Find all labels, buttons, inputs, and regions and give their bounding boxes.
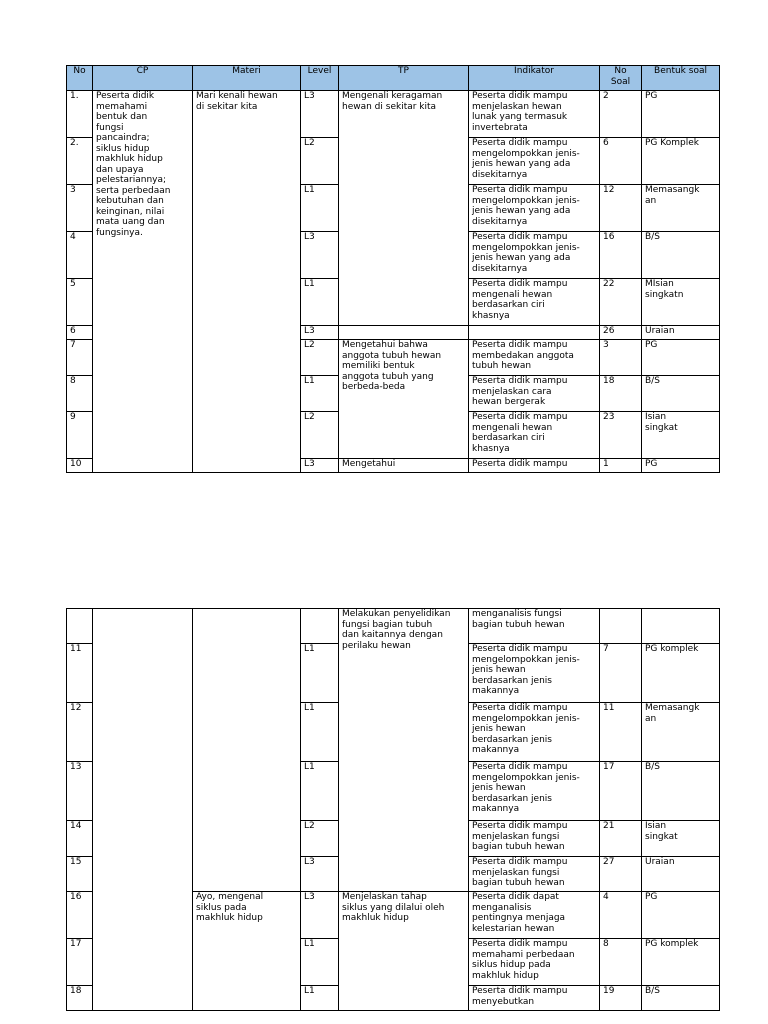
cell-level: L3: [301, 857, 339, 892]
header-tp: TP: [339, 66, 469, 91]
question-grid-table-1: [66, 65, 720, 473]
cell-no: 5: [67, 279, 93, 326]
cell-level: L3: [301, 459, 339, 473]
cell-level: L1: [301, 376, 339, 412]
cell-bentuk-soal: Uraian: [642, 857, 720, 892]
cell-no: 6: [67, 326, 93, 340]
cell-indikator: Peserta didik mampu mengelompokkan jenis- jenis hewan berdasarkan jenis makannya: [469, 703, 600, 762]
cell-tp: Menjelaskan tahap siklus yang dilalui oleh makhluk hidup: [339, 892, 469, 1011]
cell-no: 16: [67, 892, 93, 939]
cell-indikator: Peserta didik mampu menjelaskan fungsi bagian tubuh hewan: [469, 857, 600, 892]
cell-no-soal: 12: [600, 185, 642, 232]
cell-bentuk-soal: Memasangk an: [642, 185, 720, 232]
cell-no: 3: [67, 185, 93, 232]
header-level: Level: [301, 66, 339, 91]
cell-level: L1: [301, 939, 339, 986]
cell-level: L1: [301, 986, 339, 1011]
header-row: [67, 66, 720, 91]
cell-no-soal: 7: [600, 644, 642, 703]
cell-no: 14: [67, 821, 93, 857]
cell-bentuk-soal: PG: [642, 459, 720, 473]
cell-bentuk-soal: PG: [642, 892, 720, 939]
cell-no-soal: 8: [600, 939, 642, 986]
cell-no: 4: [67, 232, 93, 279]
cell-indikator: Peserta didik mampu: [469, 459, 600, 473]
cell-no: 13: [67, 762, 93, 821]
cell-level: L2: [301, 821, 339, 857]
cell-indikator: Peserta didik mampu mengelompokkan jenis- jenis hewan berdasarkan jenis makannya: [469, 644, 600, 703]
table-row: [67, 91, 720, 138]
cell-indikator: Peserta didik mampu mengenali hewan berdasarkan ciri khasnya: [469, 279, 600, 326]
cell-no: 18: [67, 986, 93, 1011]
cell-no-soal: 19: [600, 986, 642, 1011]
cell-indikator: Peserta didik dapat menganalisis pentingnya menjaga kelestarian hewan: [469, 892, 600, 939]
header-indikator: Indikator: [469, 66, 600, 91]
cell-no: 9: [67, 412, 93, 459]
cell-materi: [193, 609, 301, 892]
cell-bentuk-soal: PG: [642, 340, 720, 376]
cell-materi: Mari kenali hewan di sekitar kita: [193, 91, 301, 473]
cell-level: L1: [301, 762, 339, 821]
cell-indikator: [469, 326, 600, 340]
cell-bentuk-soal: Isian singkat: [642, 412, 720, 459]
cell-level: L2: [301, 340, 339, 376]
cell-no-soal: 23: [600, 412, 642, 459]
cell-bentuk-soal: MIsian singkatn: [642, 279, 720, 326]
cell-no-soal: 2: [600, 91, 642, 138]
cell-no: 17: [67, 939, 93, 986]
cell-bentuk-soal: Uraian: [642, 326, 720, 340]
cell-no: 12: [67, 703, 93, 762]
cell-bentuk-soal: B/S: [642, 232, 720, 279]
cell-bentuk-soal: PG Komplek: [642, 138, 720, 185]
cell-no-soal: 3: [600, 340, 642, 376]
cell-level: L3: [301, 326, 339, 340]
cell-no-soal: 16: [600, 232, 642, 279]
cell-bentuk-soal: B/S: [642, 986, 720, 1011]
header-materi: Materi: [193, 66, 301, 91]
cell-bentuk-soal: B/S: [642, 376, 720, 412]
cell-bentuk-soal: Isian singkat: [642, 821, 720, 857]
cell-indikator: menganalisis fungsi bagian tubuh hewan: [469, 609, 600, 644]
cell-bentuk-soal: B/S: [642, 762, 720, 821]
cell-bentuk-soal: Memasangk an: [642, 703, 720, 762]
cell-no: [67, 609, 93, 644]
cell-no: 8: [67, 376, 93, 412]
cell-level: L3: [301, 892, 339, 939]
cell-materi: Ayo, mengenal siklus pada makhluk hidup: [193, 892, 301, 1011]
cell-no-soal: 22: [600, 279, 642, 326]
cell-level: L2: [301, 138, 339, 185]
header-bentuk-soal: Bentuk soal: [642, 66, 720, 91]
cell-cp: [93, 609, 193, 1011]
cell-indikator: Peserta didik mampu menyebutkan: [469, 986, 600, 1011]
cell-indikator: Peserta didik mampu menjelaskan cara hewan bergerak: [469, 376, 600, 412]
cell-level: L3: [301, 91, 339, 138]
cell-level: L1: [301, 644, 339, 703]
cell-no: 10: [67, 459, 93, 473]
cell-no-soal: [600, 609, 642, 644]
table-row: [67, 609, 720, 644]
question-grid-table-2: [66, 608, 720, 1011]
cell-no: 2.: [67, 138, 93, 185]
cell-no-soal: 1: [600, 459, 642, 473]
cell-no: 7: [67, 340, 93, 376]
cell-indikator: Peserta didik mampu mengelompokkan jenis- jenis hewan yang ada disekitarnya: [469, 232, 600, 279]
cell-cp: Peserta didik memahami bentuk dan fungsi pancaindra; siklus hidup makhluk hidup dan upaya pelestariannya; serta perbedaan kebutuhan dan keinginan, nilai mata uang dan fungsinya.: [93, 91, 193, 473]
cell-indikator: Peserta didik mampu menjelaskan fungsi bagian tubuh hewan: [469, 821, 600, 857]
cell-indikator: Peserta didik mampu memahami perbedaan siklus hidup pada makhluk hidup: [469, 939, 600, 986]
cell-indikator: Peserta didik mampu membedakan anggota tubuh hewan: [469, 340, 600, 376]
cell-no-soal: 4: [600, 892, 642, 939]
cell-bentuk-soal: PG komplek: [642, 644, 720, 703]
cell-indikator: Peserta didik mampu mengelompokkan jenis- jenis hewan yang ada disekitarnya: [469, 138, 600, 185]
header-no-soal: No Soal: [600, 66, 642, 91]
cell-tp: Mengenali keragaman hewan di sekitar kita: [339, 91, 469, 326]
cell-bentuk-soal: [642, 609, 720, 644]
cell-no-soal: 11: [600, 703, 642, 762]
cell-level: L2: [301, 412, 339, 459]
cell-tp: Mengetahui: [339, 459, 469, 473]
cell-no-soal: 6: [600, 138, 642, 185]
cell-indikator: Peserta didik mampu mengelompokkan jenis- jenis hewan berdasarkan jenis makannya: [469, 762, 600, 821]
cell-no: 1.: [67, 91, 93, 138]
cell-no-soal: 26: [600, 326, 642, 340]
cell-bentuk-soal: PG komplek: [642, 939, 720, 986]
cell-tp: Melakukan penyelidikan fungsi bagian tubuh dan kaitannya dengan perilaku hewan: [339, 609, 469, 892]
cell-tp: Mengetahui bahwa anggota tubuh hewan memiliki bentuk anggota tubuh yang berbeda-beda: [339, 340, 469, 459]
cell-level: L3: [301, 232, 339, 279]
cell-indikator: Peserta didik mampu mengenali hewan berdasarkan ciri khasnya: [469, 412, 600, 459]
cell-indikator: Peserta didik mampu mengelompokkan jenis- jenis hewan yang ada disekitarnya: [469, 185, 600, 232]
cell-no-soal: 27: [600, 857, 642, 892]
cell-bentuk-soal: PG: [642, 91, 720, 138]
cell-no: 11: [67, 644, 93, 703]
cell-no-soal: 21: [600, 821, 642, 857]
cell-level: L1: [301, 703, 339, 762]
cell-level: L1: [301, 279, 339, 326]
cell-no: 15: [67, 857, 93, 892]
cell-level: [301, 609, 339, 644]
header-cp: CP: [93, 66, 193, 91]
header-no: No: [67, 66, 93, 91]
cell-indikator: Peserta didik mampu menjelaskan hewan lunak yang termasuk invertebrata: [469, 91, 600, 138]
cell-tp: [339, 326, 469, 340]
cell-level: L1: [301, 185, 339, 232]
cell-no-soal: 17: [600, 762, 642, 821]
cell-no-soal: 18: [600, 376, 642, 412]
